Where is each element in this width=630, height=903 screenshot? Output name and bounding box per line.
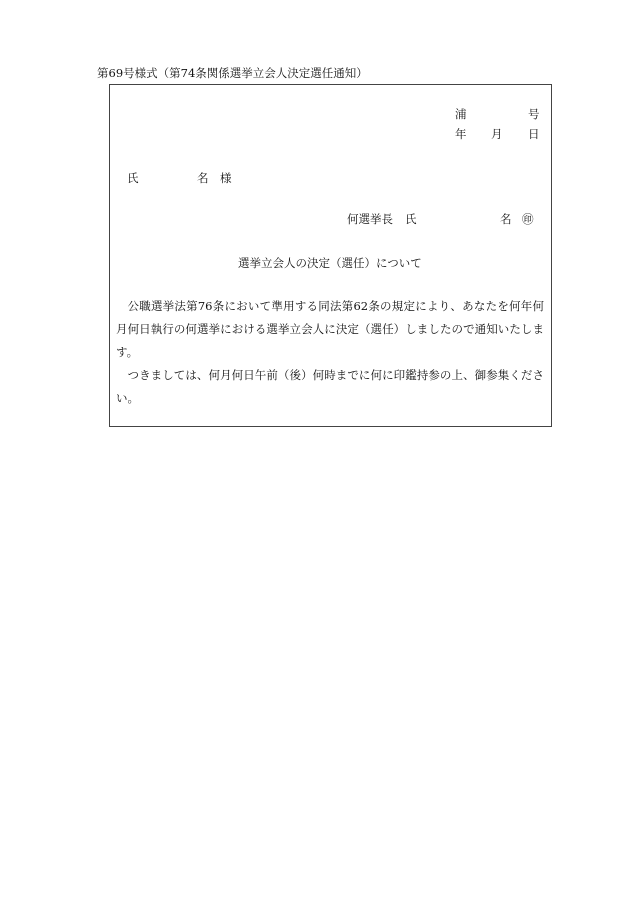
notice-form: [109, 84, 552, 427]
notice-body: [116, 295, 544, 410]
seal-mark: ㊞: [522, 212, 534, 226]
document-number-prefix: 浦: [455, 107, 467, 121]
date-month-label: 月: [491, 127, 503, 141]
notice-paragraph-1: 公職選挙法第76条において準用する同法第62条の規定により、あなたを何年何月何日執行の何選挙における選挙立会人に決定（選任）しましたので通知いたします。: [116, 299, 544, 359]
notice-subject: 選挙立会人の決定（選任）について: [238, 256, 422, 270]
addressee-shi: 氏: [127, 171, 139, 185]
sender-shi: 氏: [405, 212, 417, 226]
document-number-suffix: 号: [528, 107, 540, 121]
sender-title: 何選挙長: [347, 212, 393, 226]
date-day-label: 日: [528, 127, 540, 141]
date-year-label: 年: [455, 127, 467, 141]
sender-mei: 名: [500, 212, 512, 226]
form-caption: 第69号様式（第74条関係選挙立会人決定選任通知）: [97, 66, 368, 80]
notice-paragraph-2: つきましては、何月何日午前（後）何時までに何に印鑑持参の上、御参集ください。: [116, 368, 544, 405]
addressee-mei: 名: [197, 171, 209, 185]
addressee-honorific: 様: [220, 171, 232, 185]
